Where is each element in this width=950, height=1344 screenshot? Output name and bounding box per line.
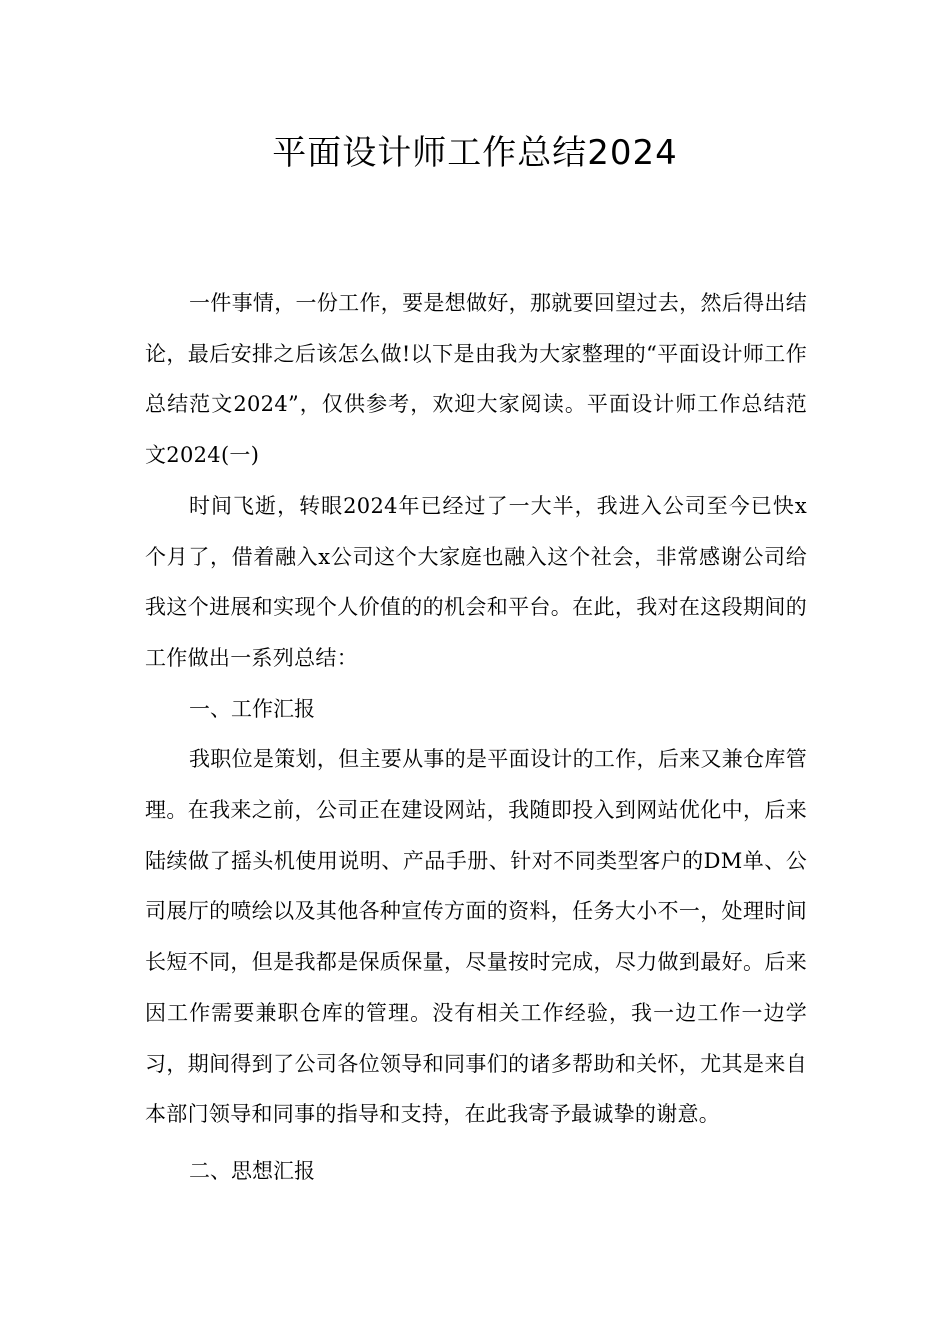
- document-title: 平面设计师工作总结2024: [272, 133, 678, 173]
- paragraph-work-report: 我职位是策划，但主要从事的是平面设计的工作，后来又兼仓库管理。在我来之前，公司正在建设网站，我随即投入到网站优化中，后来陆续做了摇头机使用说明、产品手册、针对不同类型客户的DM单、公司展厅的喷绘以及其他各种宣传方面的资料，任务大小不一，处理时间长短不同，但是我都是保质保量，尽量按时完成，尽力做到最好。后来因工作需要兼职仓库的管理。没有相关工作经验，我一边工作一边学习，期间得到了公司各位领导和同事们的诸多帮助和关怀，尤其是来自本部门领导和同事的指导和支持，在此我寄予最诚挚的谢意。: [145, 747, 807, 1127]
- section-heading-work-report: 一、工作汇报: [189, 696, 315, 721]
- document-body: [145, 278, 807, 1197]
- section-heading-thought-report: 二、思想汇报: [189, 1158, 315, 1183]
- paragraph-time: 时间飞逝，转眼2024年已经过了一大半，我进入公司至今已快x个月了，借着融入x公司这个大家庭也融入这个社会，非常感谢公司给我这个进展和实现个人价值的的机会和平台。在此，我对在这段期间的工作做出一系列总结：: [145, 493, 807, 670]
- paragraph-intro: 一件事情，一份工作，要是想做好，那就要回望过去，然后得出结论，最后安排之后该怎么做!以下是由我为大家整理的“平面设计师工作总结范文2024”，仅供参考，欢迎大家阅读。平面设计师工作总结范文2024(一): [145, 291, 807, 468]
